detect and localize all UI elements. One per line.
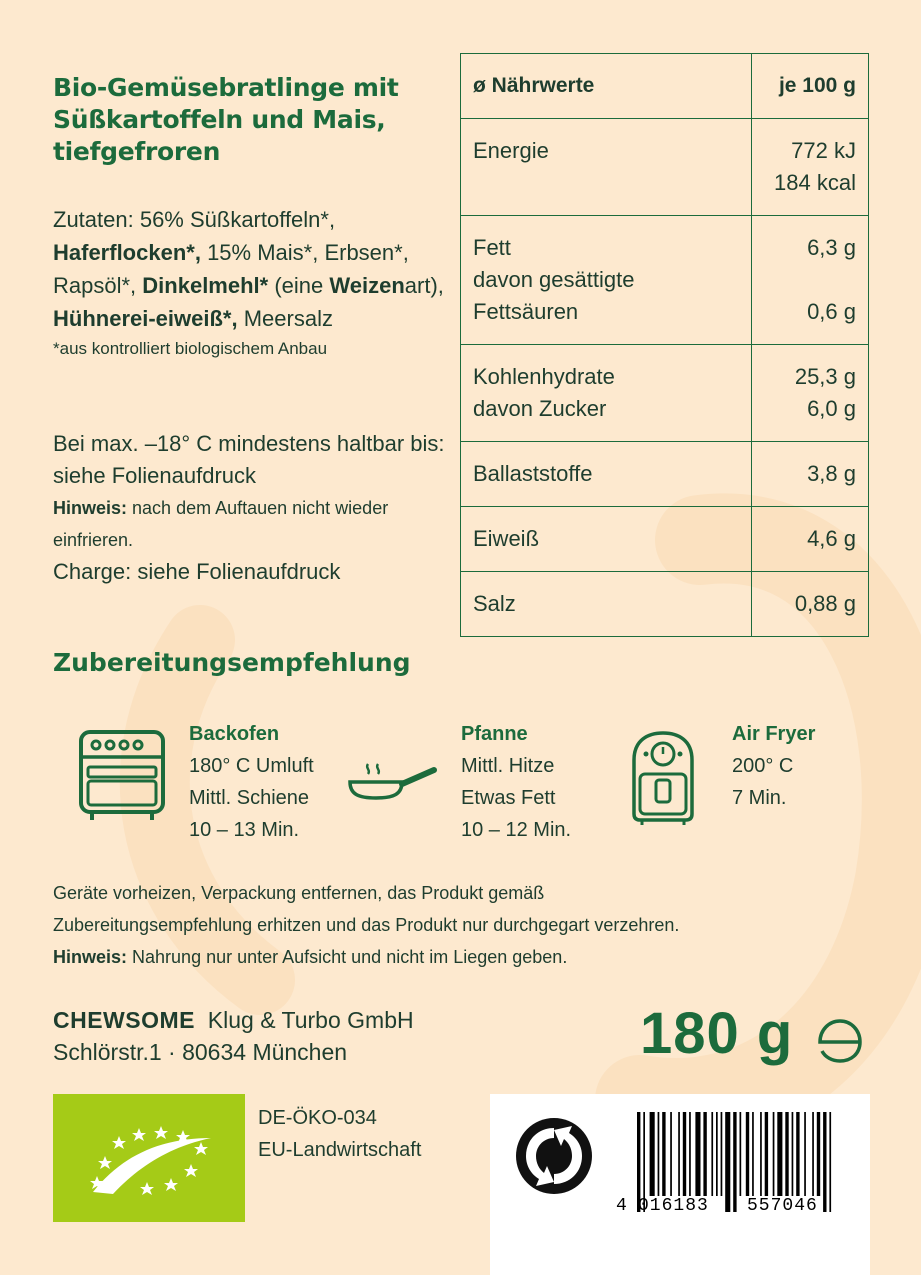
nutrient-value [752, 572, 869, 637]
barcode-bar [804, 1112, 806, 1196]
barcode-bar [678, 1112, 680, 1196]
nutrient-value [752, 119, 869, 216]
net-weight: 180 g [640, 1001, 794, 1066]
barcode-area [490, 1094, 870, 1275]
barcode-bar [796, 1112, 799, 1196]
preparation-hint-text: Nahrung nur unter Aufsicht und nicht im Liegen geben. [132, 947, 568, 967]
ingredient-segment: Haferflocken*, [53, 240, 201, 265]
barcode-bar [689, 1112, 691, 1196]
certification-info [258, 1102, 421, 1166]
ingredient-segment: Weizen [329, 273, 405, 298]
barcode-prefix: 4 [616, 1196, 628, 1216]
preparation-title: Zubereitungsempfehlung [53, 648, 411, 677]
nutrient-label-line: Energie [473, 138, 549, 163]
barcode-bar [733, 1112, 736, 1212]
nutrient-label-line: davon Zucker [473, 396, 607, 421]
recycling-logo-icon [514, 1116, 594, 1196]
barcode-bar [670, 1112, 672, 1196]
barcode-bar [823, 1112, 826, 1212]
ingredient-segment: (eine [268, 273, 330, 298]
barcode-bar [740, 1112, 742, 1196]
nutrition-row [461, 345, 869, 442]
nutrient-label-line: Fett [473, 235, 511, 260]
storage-block [53, 428, 453, 588]
barcode-bar [746, 1112, 749, 1196]
company-name: Klug & Turbo GmbH [207, 1007, 414, 1033]
nutrition-header-unit: je 100 g [752, 54, 869, 119]
storage-hint-text: nach dem Auftauen nicht wieder einfrieren. [53, 498, 389, 550]
nutrient-value-line: 772 kJ [791, 138, 856, 163]
barcode-bar [792, 1112, 794, 1196]
preparation-notes [53, 877, 883, 973]
oven-icon [78, 729, 166, 823]
barcode-bar [777, 1112, 782, 1196]
barcode-bar [650, 1112, 655, 1196]
nutrition-header-row [461, 54, 869, 119]
method-air-fryer [732, 718, 815, 814]
preparation-instructions: Geräte vorheizen, Verpackung entfernen, das Produkt gemäß [53, 883, 545, 903]
company-info [53, 1004, 414, 1068]
ingredient-segment: art), [404, 273, 444, 298]
barcode-bar [662, 1112, 665, 1196]
nutrient-value-line: 3,8 g [807, 461, 856, 486]
nutrient-value [752, 442, 869, 507]
method-oven-title: Backofen [189, 723, 280, 745]
nutrient-name [461, 119, 752, 216]
nutrition-rows [461, 119, 869, 637]
nutrient-value-line: 6,3 g [807, 235, 856, 260]
nutrition-row [461, 572, 869, 637]
preparation-hint-label: Hinweis: [53, 947, 128, 967]
nutrient-label-line: Fettsäuren [473, 299, 579, 324]
nutrient-value [752, 345, 869, 442]
nutrient-value-line: 4,6 g [807, 526, 856, 551]
nutrition-row [461, 216, 869, 345]
brand-name: CHEWSOME [53, 1007, 195, 1033]
batch-text: Charge: siehe Folienaufdruck [53, 559, 341, 584]
estimated-sign-icon [815, 1016, 865, 1066]
barcode-right-group: 557046 [747, 1196, 818, 1216]
nutrient-label-line: Salz [473, 591, 516, 616]
barcode-bar [716, 1112, 718, 1196]
storage-hint [53, 492, 453, 556]
storage-hint-label: Hinweis: [53, 498, 128, 518]
ingredient-segment: Dinkelmehl* [142, 273, 269, 298]
barcode-bar [760, 1112, 762, 1196]
air-fryer-icon [628, 730, 698, 826]
certification-code: DE-ÖKO-034 [258, 1107, 377, 1129]
eu-organic-logo [53, 1094, 245, 1222]
nutrition-row [461, 507, 869, 572]
method-oven-line: 10 – 13 Min. [189, 819, 300, 841]
ingredient-segment: Meersalz [237, 306, 333, 331]
nutrient-label-line: Eiweiß [473, 526, 540, 551]
nutrient-value-line: 0,6 g [807, 299, 856, 324]
method-pan-line: Etwas Fett [461, 787, 556, 809]
nutrient-name [461, 572, 752, 637]
nutrient-value [752, 507, 869, 572]
barcode-bar [829, 1112, 831, 1212]
method-oven-line: 180° C Umluft [189, 755, 314, 777]
barcode-bar [812, 1112, 814, 1196]
nutrient-name [461, 442, 752, 507]
nutrient-name [461, 216, 752, 345]
barcode-bar [703, 1112, 706, 1196]
preparation-instructions: Zubereitungsempfehlung erhitzen und das Produkt nur durchgegart verzehren. [53, 915, 680, 935]
barcode-bar [725, 1112, 730, 1212]
barcode-bar [752, 1112, 754, 1196]
nutrition-table [460, 53, 869, 637]
barcode-bar [721, 1112, 723, 1196]
pan-icon [346, 760, 442, 804]
certification-origin: EU-Landwirtschaft [258, 1139, 422, 1161]
eu-leaf-icon [53, 1094, 245, 1222]
preparation-hint [53, 941, 883, 973]
barcode-bar [773, 1112, 775, 1196]
method-pan-title: Pfanne [461, 723, 528, 745]
method-air-fryer-line: 200° C [732, 755, 794, 777]
ingredient-segment: Zutaten: 56% Süßkartoffeln*, [53, 207, 336, 232]
barcode-bar [711, 1112, 713, 1196]
method-pan-line: 10 – 12 Min. [461, 819, 572, 841]
nutrient-label-line: Ballaststoffe [473, 461, 593, 486]
company-address: Schlörstr.1 · 80634 München [53, 1039, 348, 1065]
nutrient-name [461, 507, 752, 572]
nutrient-value-line: 0,88 g [794, 591, 856, 616]
ingredients-block [53, 203, 453, 363]
method-air-fryer-line: 7 Min. [732, 787, 787, 809]
ingredient-segment: 15% Mais*, Erbsen*, Rapsöl*, [53, 240, 409, 298]
nutrition-row [461, 119, 869, 216]
product-title: Bio-Gemüsebratlinge mit Süßkartoffeln und Mais, tiefgefroren [53, 73, 399, 166]
method-pan-line: Mittl. Hitze [461, 755, 555, 777]
nutrient-name [461, 345, 752, 442]
method-air-fryer-title: Air Fryer [732, 723, 816, 745]
ingredient-segment: Hühnerei-eiweiß*, [53, 306, 238, 331]
barcode-left-group: 016183 [638, 1196, 709, 1216]
method-pan [461, 718, 571, 846]
barcode-bar [817, 1112, 820, 1196]
barcode-bar [765, 1112, 768, 1196]
nutrient-value-line: 184 kcal [774, 170, 856, 195]
nutrient-label-line [473, 167, 739, 199]
nutrient-label-line: Kohlenhydrate [473, 364, 615, 389]
ingredient-list [53, 207, 444, 331]
nutrient-value [752, 216, 869, 345]
nutrient-value-line [764, 264, 856, 296]
method-oven-line: Mittl. Schiene [189, 787, 310, 809]
nutrition-header-label: ø Nährwerte [461, 54, 752, 119]
storage-text: Bei max. –18° C mindestens haltbar bis: siehe Folienaufdruck [53, 431, 445, 488]
barcode-bar [695, 1112, 700, 1196]
method-oven [189, 718, 314, 846]
nutrition-row [461, 442, 869, 507]
nutrient-value-line: 25,3 g [794, 364, 856, 389]
barcode-bar [785, 1112, 788, 1196]
nutrient-value-line: 6,0 g [807, 396, 856, 421]
organic-footnote: *aus kontrolliert biologischem Anbau [53, 339, 328, 358]
nutrient-label-line: davon gesättigte [473, 267, 635, 292]
barcode-bar [683, 1112, 686, 1196]
barcode-bar [658, 1112, 660, 1196]
